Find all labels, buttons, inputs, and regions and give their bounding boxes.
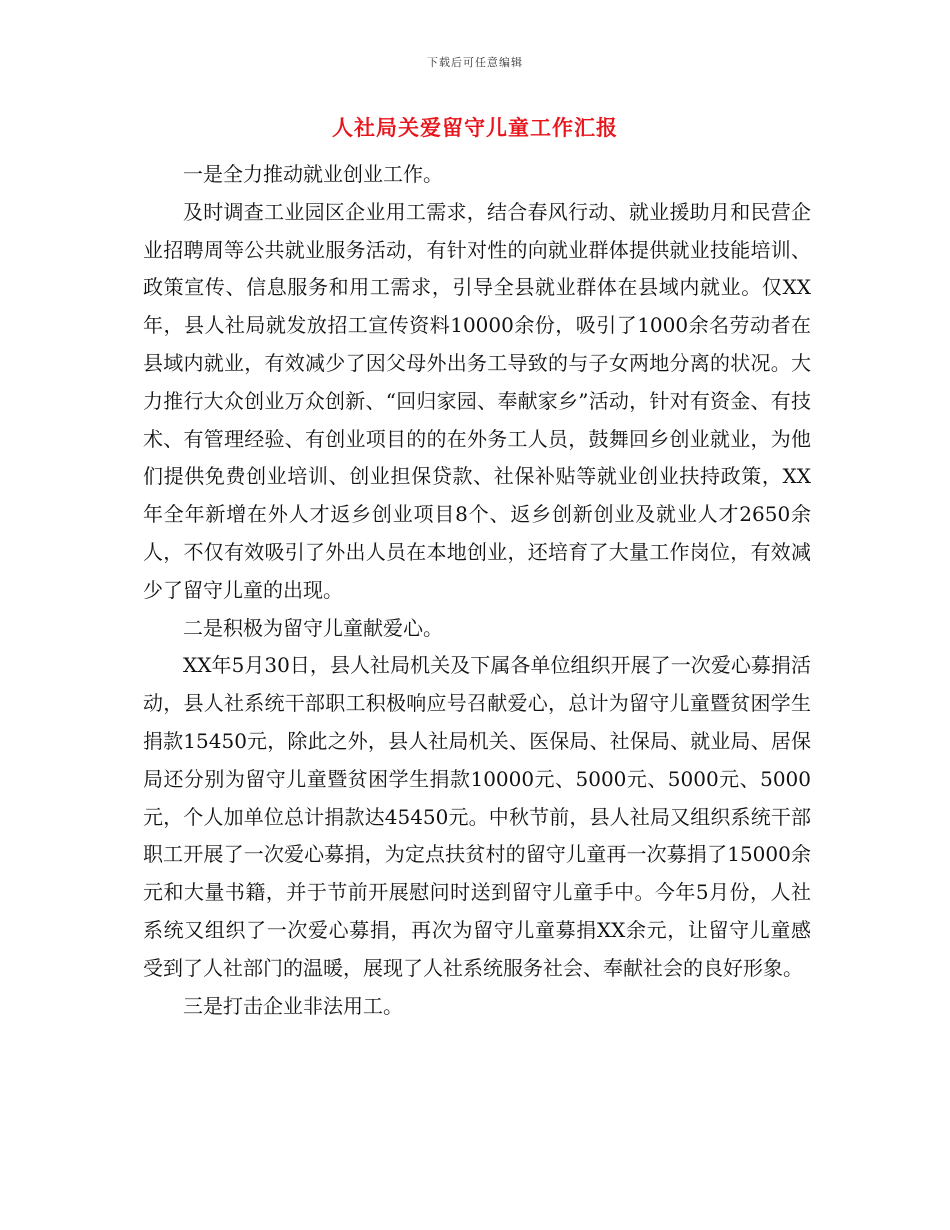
paragraph-donation: XX年5月30日，县人社局机关及下属各单位组织开展了一次爱心募捐活动，县人社系统干部职工积极响应号召献爱心，总计为留守儿童暨贫困学生捐款15450元，除此之外，县人社局机关、医保局、社保局、就业局、居保局还分别为留守儿童暨贫困学生捐款10000元、5000元、5000元、5000元，个人加单位总计捐款达45450元。中秋节前，县人社局又组织系统干部职工开展了一次爱心募捐，为定点扶贫村的留守儿童再一次募捐了15000余元和大量书籍，并于节前开展慰问时送到留守儿童手中。今年5月份，人社系统又组织了一次爱心募捐，再次为留守儿童募捐XX余元，让留守儿童感受到了人社部门的温暖，展现了人社系统服务社会、奉献社会的良好形象。	[143, 653, 811, 980]
section-heading-donation: 二是积极为留守儿童献爱心。	[183, 615, 443, 640]
section-heading-employment: 一是全力推动就业创业工作。	[183, 162, 443, 186]
document-body	[143, 156, 811, 1025]
header-note: 下载后可任意编辑	[427, 56, 523, 69]
document-title: 人社局关爱留守儿童工作汇报	[332, 115, 618, 140]
paragraph-employment: 及时调查工业园区企业用工需求，结合春风行动、就业援助月和民营企业招聘周等公共就业服务活动，有针对性的向就业群体提供就业技能培训、政策宣传、信息服务和用工需求，引导全县就业群体在县域内就业。仅XX年，县人社局就发放招工宣传资料10000余份，吸引了1000余名劳动者在县域内就业，有效减少了因父母外出务工导致的与子女两地分离的状况。大力推行大众创业万众创新、“回归家园、奉献家乡”活动，针对有资金、有技术、有管理经验、有创业项目的的在外务工人员，鼓舞回乡创业就业，为他们提供免费创业培训、创业担保贷款、社保补贴等就业创业扶持政策，XX年全年新增在外人才返乡创业项目8个、返乡创新创业及就业人才2650余人，不仅有效吸引了外出人员在本地创业，还培育了大量工作岗位，有效减少了留守儿童的出现。	[143, 199, 811, 602]
section-heading-illegal-labor: 三是打击企业非法用工。	[183, 993, 403, 1018]
